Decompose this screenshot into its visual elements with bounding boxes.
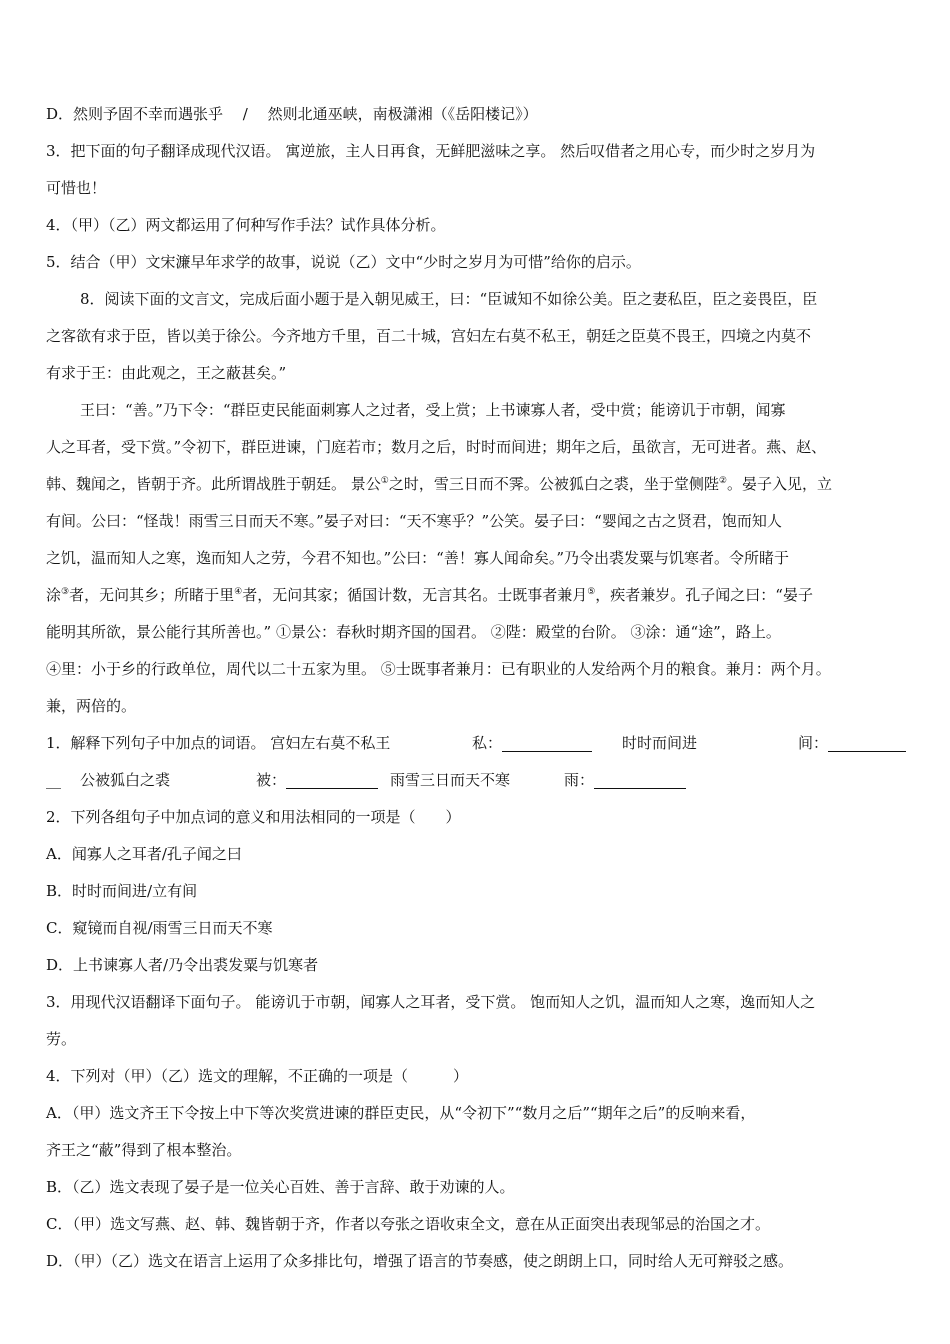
label-yu: 雨： [564, 762, 686, 799]
passage-paragraph-2: 王曰：“善。”乃下令：“群臣吏民能面刺寡人之过者，受上赏；上书谏寡人者，受中赏；能谤讥于市朝，闻寡 [80, 401, 786, 419]
question-3-continued: 可惜也！ [46, 179, 107, 197]
footnote-marker: ⑤ [587, 587, 596, 597]
answer-blank-si[interactable] [502, 737, 592, 752]
passage-line-notes: ④里：小于乡的行政单位，周代以二十五家为里。 ⑤士既事者兼月：已有职业的人发给两个月的粮食。兼月：两个月。 [46, 660, 831, 678]
passage-line: 有求于王：由此观之，王之蔽甚矣。” [46, 364, 287, 382]
option-b[interactable]: B．（乙）选文表现了晏子是一位关心百姓、善于言辞、敢于劝谏的人。 [46, 1178, 515, 1196]
question-1-line-2 [46, 762, 908, 799]
answer-blank-yu[interactable] [594, 774, 686, 789]
passage-8-intro: 8．阅读下面的文言文，完成后面小题于是入朝见威王，曰：“臣诚知不如徐公美。臣之妻私臣，臣之妾畏臣，臣 [80, 290, 818, 308]
question-3: 3．用现代汉语翻译下面句子。 能谤讥于市朝，闻寡人之耳者，受下赏。 饱而知人之饥，温而知人之寒，逸而知人之 [46, 993, 816, 1011]
option-b[interactable]: B．时时而间进/立有间 [46, 882, 198, 900]
footnote-marker: ④ [234, 587, 243, 597]
label-bei: 被： [256, 762, 378, 799]
passage-line: 有间。公曰：“怪哉！雨雪三日而天不寒。”晏子对曰：“天不寒乎？”公笑。晏子曰：“婴闻之古之贤君，饱而知人 [46, 512, 782, 530]
passage-line: 人之耳者，受下赏。”令初下，群臣进谏，门庭若市；数月之后，时时而间进；期年之后，虽欲言，无可进者。燕、赵、 [46, 438, 827, 456]
text-run: 者，无问其家；循国计数，无言其名。士既事者兼月 [242, 586, 588, 604]
option-c[interactable]: C．（甲）选文写燕、赵、韩、魏皆朝于齐，作者以夸张之语收束全文，意在从正面突出表现邹忌的治国之才。 [46, 1215, 770, 1233]
label-si: 私： [472, 725, 592, 762]
question-3-translate: 3．把下面的句子翻译成现代汉语。 寓逆旅，主人日再食，无鲜肥滋味之享。 然后叹借者之用心专，而少时之岁月为 [46, 142, 816, 160]
passage-line: 之客欲有求于臣，皆以美于徐公。今齐地方千里，百二十城，宫妇左右莫不私王，朝廷之臣莫不畏王，四境之内莫不 [46, 327, 812, 345]
question-5-inspiration: 5．结合（甲）文宋濂早年求学的故事，说说（乙）文中“少时之岁月为可惜”给你的启示。 [46, 253, 641, 271]
footnote-marker: ① [380, 476, 389, 486]
passage-line-notes: 能明其所欲，景公能行其所善也。” ①景公：春秋时期齐国的国君。 ②陛：殿堂的台阶。 ③涂：通“途”，路上。 [46, 623, 781, 641]
sentence-4: 雨雪三日而天不寒 [390, 771, 511, 789]
question-4: 4．下列对（甲）（乙）选文的理解，不正确的一项是（ ） [46, 1067, 469, 1085]
text-run: 涂 [46, 586, 62, 604]
option-a-continued: 齐王之“蔽”得到了根本整治。 [46, 1141, 242, 1159]
question-2: 2．下列各组句子中加点词的意义和用法相同的一项是（ ） [46, 808, 461, 826]
label-jian: 间： [798, 725, 906, 762]
question-4-technique: 4．（甲）（乙）两文都运用了何种写作手法？试作具体分析。 [46, 216, 446, 234]
passage-line: 之饥，温而知人之寒，逸而知人之劳，今君不知也。”公曰：“善！寡人闻命矣。”乃令出裘发粟与饥寒者。令所睹于 [46, 549, 790, 567]
question-3-continued: 劳。 [46, 1030, 77, 1048]
document-page [46, 96, 908, 1280]
footnote-marker: ③ [61, 587, 70, 597]
text-run: 韩、魏闻之，皆朝于齐。此所谓战胜于朝廷。 景公 [46, 475, 381, 493]
option-d-line: D．然则予固不幸而遇张乎 / 然则北通巫峡，南极潇湘（《岳阳楼记》） [46, 105, 538, 123]
option-d[interactable]: D．上书谏寡人者/乃令出裘发粟与饥寒者 [46, 956, 319, 974]
text-run: 者，无问其乡；所睹于里 [69, 586, 235, 604]
option-a[interactable]: A．（甲）选文齐王下令按上中下等次奖赏进谏的群臣吏民，从“令初下”“数月之后”“期年之后”的反响来看， [46, 1104, 756, 1122]
question-1-line-1 [46, 725, 908, 762]
passage-line-notes: 兼，两倍的。 [46, 697, 137, 715]
question-1-lead: 1．解释下列句子中加点的词语。 宫妇左右莫不私王 [46, 734, 391, 752]
answer-blank-bei[interactable] [286, 774, 378, 789]
text-run: 。晏子入见，立 [726, 475, 832, 493]
text-run: ，疾者兼岁。孔子闻之曰：“晏子 [595, 586, 813, 604]
footnote-marker: ② [718, 476, 727, 486]
passage-line [46, 466, 908, 503]
text-run: 之时，雪三日而不霁。公被狐白之裘，坐于堂侧陛 [388, 475, 719, 493]
sentence-3: 公被狐白之裘 [80, 771, 171, 789]
blank-tail: __ [46, 771, 61, 789]
option-a[interactable]: A．闻寡人之耳者/孔子闻之曰 [46, 845, 242, 863]
answer-blank-jian[interactable] [828, 737, 906, 752]
passage-line [46, 577, 908, 614]
option-c[interactable]: C．窥镜而自视/雨雪三日而天不寒 [46, 919, 273, 937]
sentence-2: 时时而间进 [622, 734, 698, 752]
option-d[interactable]: D．（甲）（乙）选文在语言上运用了众多排比句，增强了语言的节奏感，使之朗朗上口，同时给人无可辩驳之感。 [46, 1252, 794, 1270]
